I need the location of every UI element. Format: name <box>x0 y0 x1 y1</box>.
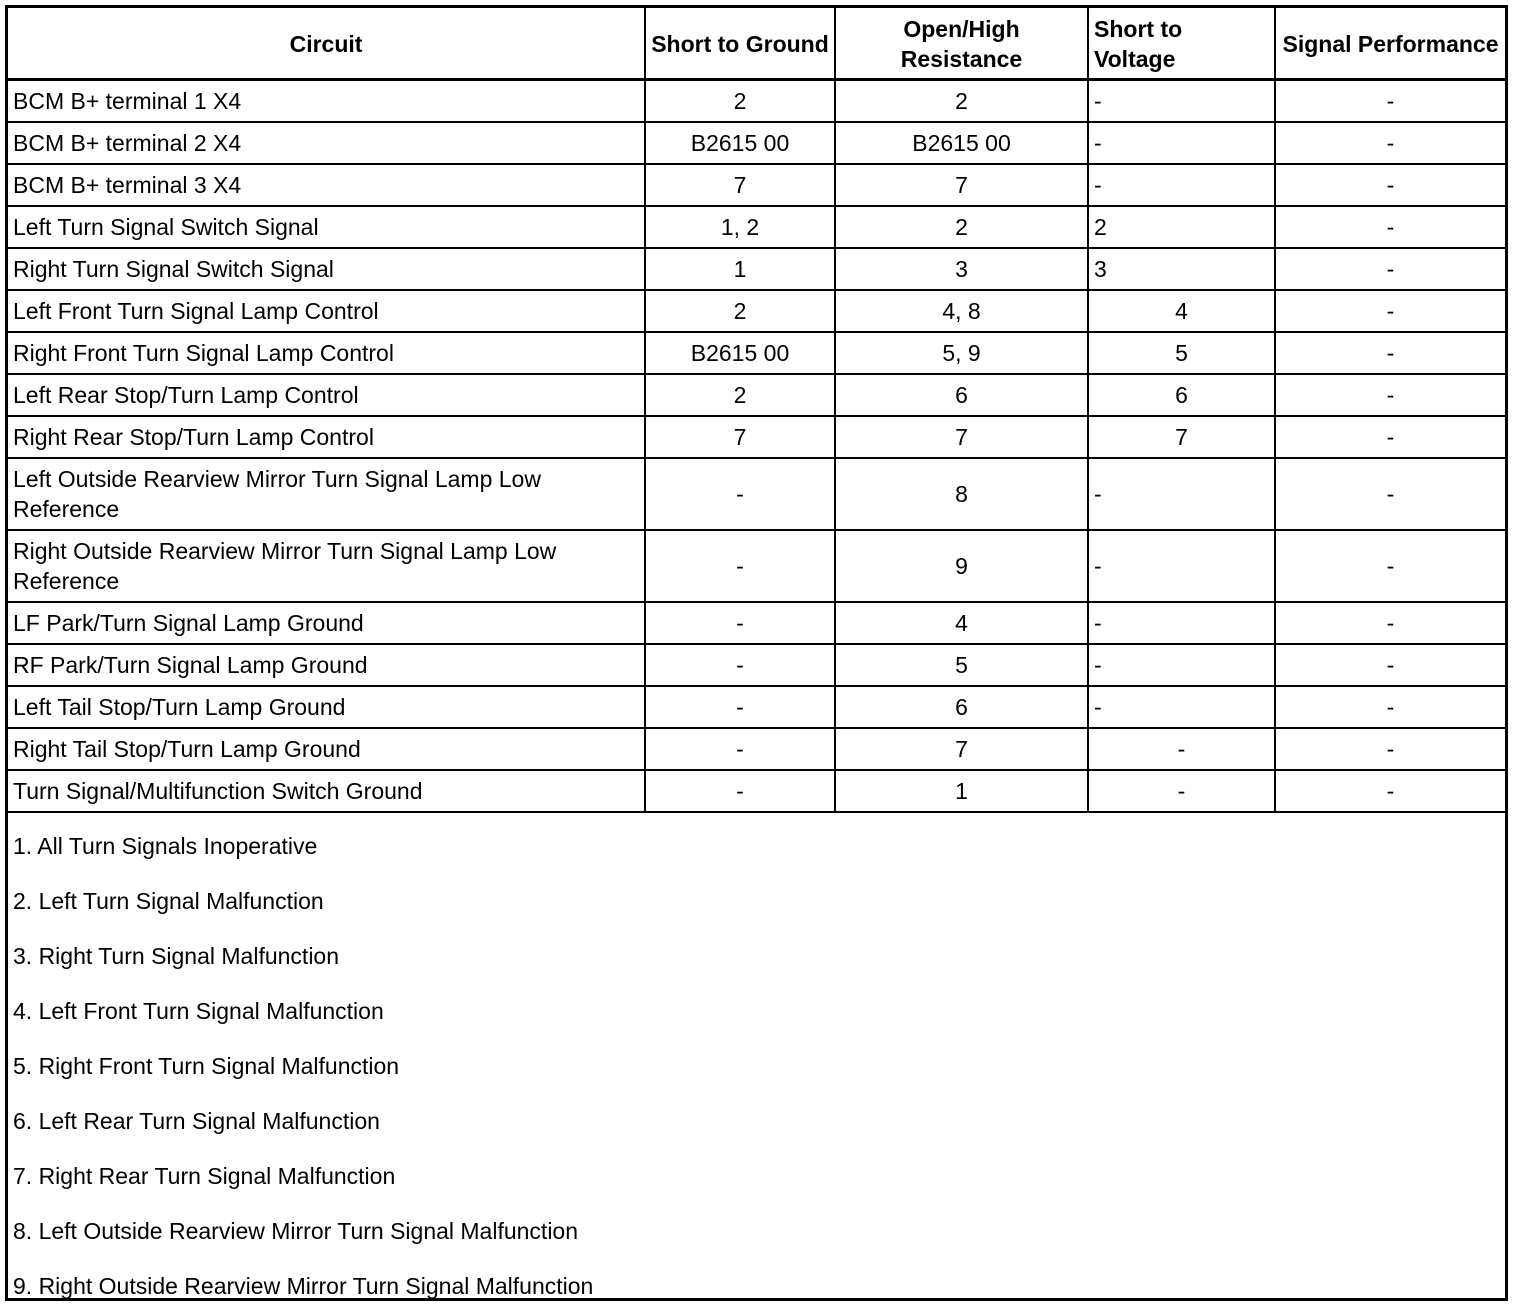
table-row <box>8 248 1505 290</box>
short-to-ground-cell: 2 <box>645 374 835 416</box>
short-to-voltage-cell: - <box>1088 770 1275 812</box>
signal-performance-cell: - <box>1275 416 1505 458</box>
circuit-cell: RF Park/Turn Signal Lamp Ground <box>8 644 645 686</box>
circuit-cell: Right Tail Stop/Turn Lamp Ground <box>8 728 645 770</box>
short-to-ground-cell: - <box>645 644 835 686</box>
table-row <box>8 416 1505 458</box>
short-to-voltage-cell: - <box>1088 686 1275 728</box>
note-item: 1. All Turn Signals Inoperative <box>13 833 318 859</box>
signal-performance-cell: - <box>1275 602 1505 644</box>
open-high-resistance-cell: 1 <box>835 770 1088 812</box>
note-item: 2. Left Turn Signal Malfunction <box>13 888 324 914</box>
short-to-voltage-cell: 7 <box>1088 416 1275 458</box>
short-to-voltage-cell: 5 <box>1088 332 1275 374</box>
circuit-cell: Left Outside Rearview Mirror Turn Signal Lamp Low Reference <box>8 458 645 530</box>
short-to-voltage-cell: 2 <box>1088 206 1275 248</box>
note-item: 8. Left Outside Rearview Mirror Turn Signal Malfunction <box>13 1218 579 1244</box>
signal-performance-cell: - <box>1275 80 1505 123</box>
open-high-resistance-cell: 4 <box>835 602 1088 644</box>
signal-performance-cell: - <box>1275 770 1505 812</box>
circuit-cell: Left Rear Stop/Turn Lamp Control <box>8 374 645 416</box>
header-row <box>8 8 1505 80</box>
table-row <box>8 290 1505 332</box>
circuit-cell: BCM B+ terminal 2 X4 <box>8 122 645 164</box>
header-signal-performance: Signal Performance <box>1275 8 1505 80</box>
diagnostic-sheet <box>5 5 1508 1301</box>
table-row <box>8 206 1505 248</box>
open-high-resistance-cell: 2 <box>835 80 1088 123</box>
note-item: 5. Right Front Turn Signal Malfunction <box>13 1053 400 1079</box>
circuit-fault-table <box>8 8 1505 813</box>
signal-performance-cell: - <box>1275 458 1505 530</box>
symptom-notes <box>8 816 1505 1311</box>
table-row <box>8 332 1505 374</box>
table-row <box>8 602 1505 644</box>
table-row <box>8 80 1505 123</box>
short-to-voltage-cell: 3 <box>1088 248 1275 290</box>
signal-performance-cell: - <box>1275 374 1505 416</box>
circuit-cell: Right Front Turn Signal Lamp Control <box>8 332 645 374</box>
table-row <box>8 686 1505 728</box>
signal-performance-cell: - <box>1275 686 1505 728</box>
open-high-resistance-cell: 5 <box>835 644 1088 686</box>
short-to-voltage-cell: 4 <box>1088 290 1275 332</box>
open-high-resistance-cell: 7 <box>835 416 1088 458</box>
note-item: 4. Left Front Turn Signal Malfunction <box>13 998 384 1024</box>
signal-performance-cell: - <box>1275 530 1505 602</box>
short-to-voltage-cell: - <box>1088 80 1275 123</box>
circuit-cell: Right Turn Signal Switch Signal <box>8 248 645 290</box>
short-to-ground-cell: B2615 00 <box>645 332 835 374</box>
signal-performance-cell: - <box>1275 164 1505 206</box>
table-row <box>8 644 1505 686</box>
short-to-voltage-cell: - <box>1088 530 1275 602</box>
open-high-resistance-cell: 7 <box>835 164 1088 206</box>
header-short-to-ground: Short to Ground <box>645 8 835 80</box>
open-high-resistance-cell: B2615 00 <box>835 122 1088 164</box>
short-to-voltage-cell: - <box>1088 122 1275 164</box>
table-row <box>8 164 1505 206</box>
open-high-resistance-cell: 5, 9 <box>835 332 1088 374</box>
circuit-cell: LF Park/Turn Signal Lamp Ground <box>8 602 645 644</box>
short-to-ground-cell: 2 <box>645 80 835 123</box>
signal-performance-cell: - <box>1275 644 1505 686</box>
short-to-ground-cell: 7 <box>645 416 835 458</box>
short-to-ground-cell: - <box>645 770 835 812</box>
circuit-cell: Turn Signal/Multifunction Switch Ground <box>8 770 645 812</box>
short-to-ground-cell: - <box>645 602 835 644</box>
circuit-cell: Left Tail Stop/Turn Lamp Ground <box>8 686 645 728</box>
short-to-voltage-cell: - <box>1088 728 1275 770</box>
short-to-voltage-cell: - <box>1088 602 1275 644</box>
short-to-ground-cell: - <box>645 458 835 530</box>
note-item: 6. Left Rear Turn Signal Malfunction <box>13 1108 380 1134</box>
signal-performance-cell: - <box>1275 290 1505 332</box>
signal-performance-cell: - <box>1275 332 1505 374</box>
header-open-high-resistance: Open/High Resistance <box>835 8 1088 80</box>
circuit-cell: Left Front Turn Signal Lamp Control <box>8 290 645 332</box>
table-row <box>8 374 1505 416</box>
note-item: 9. Right Outside Rearview Mirror Turn Signal Malfunction <box>13 1273 594 1299</box>
short-to-ground-cell: 7 <box>645 164 835 206</box>
short-to-voltage-cell: 6 <box>1088 374 1275 416</box>
signal-performance-cell: - <box>1275 248 1505 290</box>
short-to-ground-cell: 1 <box>645 248 835 290</box>
header-short-to-voltage: Short to Voltage <box>1088 8 1275 80</box>
table-row <box>8 770 1505 812</box>
open-high-resistance-cell: 9 <box>835 530 1088 602</box>
circuit-cell: BCM B+ terminal 3 X4 <box>8 164 645 206</box>
open-high-resistance-cell: 4, 8 <box>835 290 1088 332</box>
table-row <box>8 530 1505 602</box>
open-high-resistance-cell: 3 <box>835 248 1088 290</box>
open-high-resistance-cell: 7 <box>835 728 1088 770</box>
short-to-ground-cell: 1, 2 <box>645 206 835 248</box>
short-to-voltage-cell: - <box>1088 458 1275 530</box>
signal-performance-cell: - <box>1275 728 1505 770</box>
signal-performance-cell: - <box>1275 206 1505 248</box>
circuit-cell: Right Outside Rearview Mirror Turn Signal Lamp Low Reference <box>8 530 645 602</box>
short-to-ground-cell: - <box>645 686 835 728</box>
short-to-voltage-cell: - <box>1088 644 1275 686</box>
open-high-resistance-cell: 2 <box>835 206 1088 248</box>
table-row <box>8 728 1505 770</box>
note-item: 3. Right Turn Signal Malfunction <box>13 943 340 969</box>
open-high-resistance-cell: 8 <box>835 458 1088 530</box>
circuit-cell: Right Rear Stop/Turn Lamp Control <box>8 416 645 458</box>
note-item: 7. Right Rear Turn Signal Malfunction <box>13 1163 396 1189</box>
open-high-resistance-cell: 6 <box>835 686 1088 728</box>
signal-performance-cell: - <box>1275 122 1505 164</box>
short-to-ground-cell: - <box>645 530 835 602</box>
header-circuit: Circuit <box>8 8 645 80</box>
table-row <box>8 458 1505 530</box>
short-to-ground-cell: - <box>645 728 835 770</box>
circuit-cell: Left Turn Signal Switch Signal <box>8 206 645 248</box>
circuit-cell: BCM B+ terminal 1 X4 <box>8 80 645 123</box>
short-to-ground-cell: B2615 00 <box>645 122 835 164</box>
short-to-voltage-cell: - <box>1088 164 1275 206</box>
table-row <box>8 122 1505 164</box>
open-high-resistance-cell: 6 <box>835 374 1088 416</box>
short-to-ground-cell: 2 <box>645 290 835 332</box>
